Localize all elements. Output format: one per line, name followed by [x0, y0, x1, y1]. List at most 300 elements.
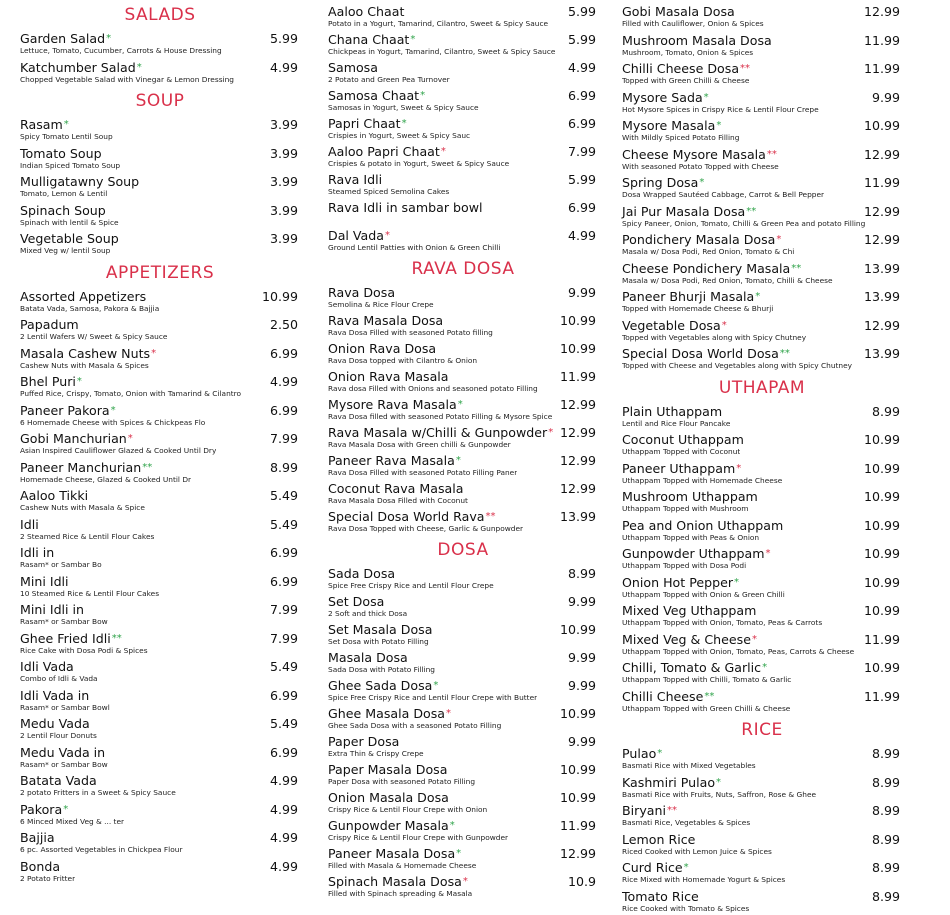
item-name-wrap	[622, 33, 772, 48]
item-price: 8.99	[872, 746, 900, 761]
item-price: 8.99	[872, 775, 900, 790]
item-description: Rava Dosa Filled with seasoned Potato Filling Paner	[328, 468, 517, 477]
item-name-wrap	[328, 706, 451, 721]
spicy-star-icon: **	[142, 462, 152, 473]
item-name: Mushroom Uthappam	[622, 489, 758, 504]
item-price: 2.50	[270, 317, 298, 332]
menu-item	[318, 507, 608, 535]
item-name: Rava Idli in sambar bowl	[328, 200, 483, 215]
item-name: Mushroom Masala Dosa	[622, 33, 772, 48]
spicy-star-icon: *	[446, 708, 451, 719]
item-name-wrap	[328, 594, 384, 609]
item-description: 2 Potato and Green Pea Turnover	[328, 75, 450, 84]
spicy-star-icon: **	[780, 348, 790, 359]
item-price: 8.99	[568, 566, 596, 581]
item-name-wrap	[20, 117, 69, 132]
menu-item	[612, 2, 912, 31]
item-name: Vegetable Soup	[20, 231, 119, 246]
item-price: 6.99	[270, 745, 298, 760]
menu-item	[612, 173, 912, 202]
menu-item	[10, 344, 310, 373]
item-name-wrap	[328, 4, 404, 19]
item-description: 2 Potato Fritter	[20, 874, 75, 883]
menu-column-3	[612, 0, 912, 915]
menu-item	[318, 788, 608, 816]
item-name-wrap	[622, 775, 721, 790]
item-price: 11.99	[864, 689, 900, 704]
item-description: Topped with Cheese and Vegetables along with Spicy Chutney	[622, 361, 852, 370]
item-description: Mixed Veg w/ lentil Soup	[20, 246, 110, 255]
item-description: Uthappam Topped with Onion, Tomato, Peas, Carrots & Cheese	[622, 647, 854, 656]
item-description: Masala w/ Dosa Podi, Red Onion, Tomato, Chilli & Cheese	[622, 276, 833, 285]
item-price: 12.99	[864, 232, 900, 247]
item-name: Curd Rice	[622, 860, 683, 875]
item-name: Mysore Sada	[622, 90, 703, 105]
item-name-wrap	[20, 802, 68, 817]
item-name-wrap	[20, 545, 54, 560]
item-name: Papadum	[20, 317, 79, 332]
item-description: Topped with Homemade Cheese & Bhurji	[622, 304, 773, 313]
menu-column-2	[318, 0, 608, 900]
spicy-star-icon: **	[791, 263, 801, 274]
spicy-star-icon: *	[755, 291, 760, 302]
item-name: Rava Dosa	[328, 285, 395, 300]
item-name: Paneer Manchurian	[20, 460, 141, 475]
menu-item	[10, 828, 310, 857]
item-price: 13.99	[864, 346, 900, 361]
item-price: 9.99	[568, 594, 596, 609]
item-name-wrap	[622, 4, 735, 19]
menu-item	[318, 395, 608, 423]
menu-item	[612, 830, 912, 859]
item-description: Batata Vada, Samosa, Pakora & Bajjia	[20, 304, 159, 313]
item-name-wrap	[622, 518, 783, 533]
menu-item	[10, 486, 310, 515]
item-name-wrap	[20, 488, 88, 503]
menu-item	[612, 887, 912, 915]
menu-item	[318, 732, 608, 760]
item-description: Semolina & Rice Flour Crepe	[328, 300, 434, 309]
item-description: Uthappam Topped with Chilli, Tomato & Garlic	[622, 675, 791, 684]
menu-item	[10, 29, 310, 58]
section-heading: DOSA	[318, 539, 608, 562]
item-name: Gunpowder Masala	[328, 818, 449, 833]
item-price: 10.99	[262, 289, 298, 304]
item-price: 9.99	[872, 90, 900, 105]
item-description: Rava dosa Filled with Onions and seasoned potato Filling	[328, 384, 538, 393]
menu-item	[10, 429, 310, 458]
item-price: 4.99	[568, 228, 596, 243]
spicy-star-icon: *	[106, 33, 111, 44]
menu-item	[318, 620, 608, 648]
item-name-wrap	[20, 346, 156, 361]
item-name: Set Masala Dosa	[328, 622, 432, 637]
item-name-wrap	[328, 341, 436, 356]
item-price: 6.99	[270, 574, 298, 589]
spicy-star-icon: *	[441, 146, 446, 157]
menu-item	[612, 744, 912, 773]
item-name: Paper Masala Dosa	[328, 762, 447, 777]
item-name: Batata Vada	[20, 773, 97, 788]
item-name: Masala Dosa	[328, 650, 408, 665]
item-price: 6.99	[568, 88, 596, 103]
item-price: 10.99	[864, 489, 900, 504]
menu-item	[318, 423, 608, 451]
item-price: 4.99	[270, 60, 298, 75]
item-name: Mini Idli	[20, 574, 69, 589]
spicy-star-icon: *	[128, 433, 133, 444]
item-name: Chana Chaat	[328, 32, 409, 47]
menu-item	[318, 170, 608, 198]
item-name-wrap	[20, 460, 152, 475]
menu-item	[318, 2, 608, 30]
item-name: Cheese Pondichery Masala	[622, 261, 790, 276]
item-price: 12.99	[560, 453, 596, 468]
item-price: 3.99	[270, 146, 298, 161]
menu-item	[612, 773, 912, 802]
item-description: Sada Dosa with Potato Filling	[328, 665, 435, 674]
spicy-star-icon: **	[767, 149, 777, 160]
item-name: Rava Masala Dosa	[328, 313, 443, 328]
spicy-star-icon: *	[548, 427, 553, 438]
item-name-wrap	[20, 403, 116, 418]
item-description: Spicy Paneer, Onion, Tomato, Chilli & Green Pea and potato Filling	[622, 219, 865, 228]
item-description: Dosa Wrapped Sautéed Cabbage, Carrot & Bell Pepper	[622, 190, 824, 199]
menu-item	[10, 372, 310, 401]
menu-item	[10, 743, 310, 772]
menu-item	[318, 367, 608, 395]
item-price: 7.99	[568, 144, 596, 159]
item-description: Uthappam Topped with Coconut	[622, 447, 740, 456]
menu-item	[318, 676, 608, 704]
menu-item	[612, 145, 912, 174]
item-name-wrap	[622, 61, 750, 76]
menu-item	[612, 402, 912, 431]
spicy-star-icon: *	[77, 376, 82, 387]
menu-item	[612, 116, 912, 145]
menu-item	[318, 479, 608, 507]
item-description: Uthappam Topped with Homemade Cheese	[622, 476, 782, 485]
menu-item	[318, 844, 608, 872]
menu-section	[318, 258, 608, 535]
item-name-wrap	[328, 116, 407, 131]
item-description: Spice Free Crispy Rice and Lentil Flour Crepe	[328, 581, 494, 590]
item-name: Onion Rava Masala	[328, 369, 449, 384]
section-heading: SOUP	[10, 90, 310, 113]
item-description: 2 Lentil Flour Donuts	[20, 731, 97, 740]
item-description: 6 Homemade Cheese with Spices & Chickpeas Flo	[20, 418, 205, 427]
item-price: 12.99	[864, 4, 900, 19]
menu-item	[612, 88, 912, 117]
item-description: Rice Cake with Dosa Podi & Spices	[20, 646, 148, 655]
item-name-wrap	[328, 734, 399, 749]
item-price: 6.99	[270, 403, 298, 418]
item-price: 8.99	[872, 404, 900, 419]
item-description: Puffed Rice, Crispy, Tomato, Onion with Tamarind & Cilantro	[20, 389, 241, 398]
item-description: Filled with Spinach spreading & Masala	[328, 889, 472, 898]
item-name-wrap	[622, 803, 677, 818]
item-price: 10.99	[560, 706, 596, 721]
item-name-wrap	[622, 118, 721, 133]
item-name-wrap	[622, 489, 758, 504]
item-description: Homemade Cheese, Glazed & Cooked Until Dr	[20, 475, 191, 484]
item-name-wrap	[328, 509, 496, 524]
item-name-wrap	[20, 688, 89, 703]
item-name: Mulligatawny Soup	[20, 174, 139, 189]
item-name: Idli Vada	[20, 659, 74, 674]
item-name: Plain Uthappam	[622, 404, 722, 419]
item-name-wrap	[328, 762, 447, 777]
spicy-star-icon: *	[402, 118, 407, 129]
menu-item	[612, 601, 912, 630]
item-price: 10.99	[560, 313, 596, 328]
item-price: 13.99	[560, 509, 596, 524]
item-description: Rasam* or Sambar Bow	[20, 760, 108, 769]
item-price: 3.99	[270, 231, 298, 246]
spicy-star-icon: *	[456, 848, 461, 859]
item-name: Aaloo Tikki	[20, 488, 88, 503]
menu-item	[318, 339, 608, 367]
menu-item	[10, 172, 310, 201]
item-price: 5.49	[270, 488, 298, 503]
item-name-wrap	[328, 425, 553, 440]
item-name: Samosa	[328, 60, 378, 75]
item-name: Paneer Pakora	[20, 403, 110, 418]
item-name: Mixed Veg Uthappam	[622, 603, 756, 618]
item-price: 5.99	[568, 4, 596, 19]
item-name-wrap	[622, 432, 744, 447]
item-price: 10.99	[864, 546, 900, 561]
menu-item	[318, 114, 608, 142]
section-heading: UTHAPAM	[612, 377, 912, 400]
item-name: Pondichery Masala Dosa	[622, 232, 775, 247]
item-price: 8.99	[872, 803, 900, 818]
item-description: Crispy Rice & Lentil Flour Crepe with Onion	[328, 805, 487, 814]
item-name: Tomato Rice	[622, 889, 699, 904]
item-name-wrap	[328, 453, 461, 468]
item-name: Special Dosa World Rava	[328, 509, 485, 524]
item-name: Bhel Puri	[20, 374, 76, 389]
item-description: Samosas in Yogurt, Sweet & Spicy Sauce	[328, 103, 479, 112]
menu-item	[10, 657, 310, 686]
section-heading: APPETIZERS	[10, 262, 310, 285]
spicy-star-icon: *	[776, 234, 781, 245]
item-name-wrap	[20, 146, 102, 161]
item-name: Mysore Masala	[622, 118, 715, 133]
menu-section	[10, 90, 310, 258]
item-name: Spring Dosa	[622, 175, 698, 190]
item-name: Pulao	[622, 746, 656, 761]
item-price: 12.99	[560, 397, 596, 412]
menu-item	[612, 487, 912, 516]
item-description: Rava Dosa filled with seasoned Potato Filling & Mysore Spice	[328, 412, 552, 421]
item-name: Paneer Masala Dosa	[328, 846, 455, 861]
item-description: Chopped Vegetable Salad with Vinegar & Lemon Dressing	[20, 75, 234, 84]
item-description: Tomato, Lemon & Lentil	[20, 189, 107, 198]
item-description: 2 Lentil Wafers W/ Sweet & Spicy Sauce	[20, 332, 167, 341]
item-name: Garden Salad	[20, 31, 105, 46]
item-name: Lemon Rice	[622, 832, 695, 847]
menu-section	[612, 0, 912, 373]
spicy-star-icon: *	[762, 662, 767, 673]
item-description: Topped with Green Chilli & Cheese	[622, 76, 749, 85]
item-description: Paper Dosa with seasoned Potato Filling	[328, 777, 475, 786]
menu-item	[612, 316, 912, 345]
item-name-wrap	[622, 175, 704, 190]
item-price: 12.99	[560, 846, 596, 861]
item-price: 9.99	[568, 678, 596, 693]
item-name-wrap	[622, 461, 741, 476]
item-name-wrap	[328, 285, 395, 300]
item-name: Vegetable Dosa	[622, 318, 721, 333]
item-description: Set Dosa with Potato Filling	[328, 637, 429, 646]
item-description: Crispies in Yogurt, Sweet & Spicy Sauc	[328, 131, 470, 140]
item-name: Idli Vada in	[20, 688, 89, 703]
item-name: Ghee Masala Dosa	[328, 706, 445, 721]
item-name-wrap	[328, 228, 390, 243]
item-name-wrap	[20, 602, 84, 617]
item-name: Pea and Onion Uthappam	[622, 518, 783, 533]
item-name-wrap	[20, 773, 97, 788]
spicy-star-icon: *	[657, 748, 662, 759]
item-name-wrap	[20, 830, 55, 845]
spicy-star-icon: *	[458, 399, 463, 410]
item-name: Sada Dosa	[328, 566, 395, 581]
menu-item	[318, 311, 608, 339]
item-name-wrap	[328, 172, 382, 187]
item-name: Rava Masala w/Chilli & Gunpowder	[328, 425, 547, 440]
item-description: Rava Dosa Filled with seasoned Potato filling	[328, 328, 493, 337]
menu-item	[318, 760, 608, 788]
item-name: Samosa Chaat	[328, 88, 419, 103]
item-description: Masala w/ Dosa Podi, Red Onion, Tomato & Chi	[622, 247, 794, 256]
item-name: Idli	[20, 517, 39, 532]
section-heading: RAVA DOSA	[318, 258, 608, 281]
spicy-star-icon: *	[420, 90, 425, 101]
item-name: Onion Masala Dosa	[328, 790, 449, 805]
item-description: Uthappam Topped with Peas & Onion	[622, 533, 759, 542]
item-name-wrap	[328, 369, 449, 384]
spicy-star-icon: **	[667, 805, 677, 816]
spicy-star-icon: **	[704, 691, 714, 702]
item-name-wrap	[20, 231, 119, 246]
item-name-wrap	[622, 204, 756, 219]
item-description: Rava Masala Dosa Filled with Coconut	[328, 496, 468, 505]
item-description: 10 Steamed Rice & Lentil Flour Cakes	[20, 589, 159, 598]
spicy-star-icon: *	[111, 405, 116, 416]
item-price: 10.99	[864, 575, 900, 590]
menu-item	[612, 544, 912, 573]
item-name-wrap	[20, 374, 82, 389]
item-name-wrap	[622, 860, 689, 875]
item-name: Ghee Sada Dosa	[328, 678, 432, 693]
item-name: Masala Cashew Nuts	[20, 346, 150, 361]
menu-item	[318, 198, 608, 226]
item-price: 11.99	[864, 33, 900, 48]
item-name: Spinach Soup	[20, 203, 106, 218]
item-name: Rasam	[20, 117, 63, 132]
item-name-wrap	[20, 203, 106, 218]
item-name: Tomato Soup	[20, 146, 102, 161]
item-name: Gobi Manchurian	[20, 431, 127, 446]
item-description: Rava Dosa Topped with Cheese, Garlic & Gunpowder	[328, 524, 523, 533]
item-name-wrap	[622, 232, 781, 247]
item-name-wrap	[622, 660, 767, 675]
item-name-wrap	[622, 404, 722, 419]
menu-item	[10, 144, 310, 173]
menu-item	[10, 287, 310, 316]
item-price: 10.99	[560, 762, 596, 777]
item-description: Rasam* or Sambar Bow	[20, 617, 108, 626]
item-name: Onion Hot Pepper	[622, 575, 733, 590]
menu-item	[10, 771, 310, 800]
item-price: 8.99	[872, 832, 900, 847]
spicy-star-icon: **	[740, 63, 750, 74]
item-name: Gobi Masala Dosa	[622, 4, 735, 19]
item-price: 10.99	[560, 622, 596, 637]
menu-item	[10, 686, 310, 715]
menu-item	[612, 573, 912, 602]
item-name: Rava Idli	[328, 172, 382, 187]
item-name-wrap	[622, 261, 801, 276]
spicy-star-icon: *	[716, 777, 721, 788]
item-name: Bajjia	[20, 830, 55, 845]
item-name: Pakora	[20, 802, 62, 817]
menu-item	[612, 459, 912, 488]
item-name-wrap	[328, 622, 432, 637]
item-name: Biryani	[622, 803, 666, 818]
menu-item	[612, 858, 912, 887]
item-price: 7.99	[270, 631, 298, 646]
item-description: Rice Cooked with Tomato & Spices	[622, 904, 749, 913]
item-name: Dal Vada	[328, 228, 384, 243]
section-heading: RICE	[612, 719, 912, 742]
spicy-star-icon: *	[450, 820, 455, 831]
item-name: Katchumber Salad	[20, 60, 136, 75]
menu-item	[612, 801, 912, 830]
item-name: Cheese Mysore Masala	[622, 147, 766, 162]
item-description: Chickpeas in Yogurt, Tamarind, Cilantro, Sweet & Spicy Sauce	[328, 47, 555, 56]
item-price: 10.99	[864, 118, 900, 133]
item-name: Spinach Masala Dosa	[328, 874, 462, 889]
item-name-wrap	[622, 603, 756, 618]
menu-item	[10, 857, 310, 886]
spicy-star-icon: **	[112, 633, 122, 644]
item-description: Extra Thin & Crispy Crepe	[328, 749, 424, 758]
item-price: 6.99	[568, 116, 596, 131]
menu-section	[612, 377, 912, 716]
menu-item	[10, 229, 310, 258]
item-description: Crispy Rice & Lentil Flour Crepe with Gunpowder	[328, 833, 508, 842]
spicy-star-icon: *	[64, 119, 69, 130]
item-price: 7.99	[270, 431, 298, 446]
item-name-wrap	[622, 689, 714, 704]
item-description: Uthappam Topped with Onion & Green Chilli	[622, 590, 785, 599]
item-price: 11.99	[864, 632, 900, 647]
item-price: 13.99	[864, 289, 900, 304]
menu-item	[318, 283, 608, 311]
spicy-star-icon: **	[746, 206, 756, 217]
item-description: Steamed Spiced Semolina Cakes	[328, 187, 449, 196]
item-price: 10.99	[864, 432, 900, 447]
menu-section	[318, 539, 608, 900]
item-name-wrap	[328, 200, 483, 215]
item-description: Uthappam Topped with Onion, Tomato, Peas & Carrots	[622, 618, 822, 627]
menu-item	[10, 515, 310, 544]
item-price: 10.99	[864, 603, 900, 618]
item-name-wrap	[20, 289, 146, 304]
item-name: Bonda	[20, 859, 60, 874]
